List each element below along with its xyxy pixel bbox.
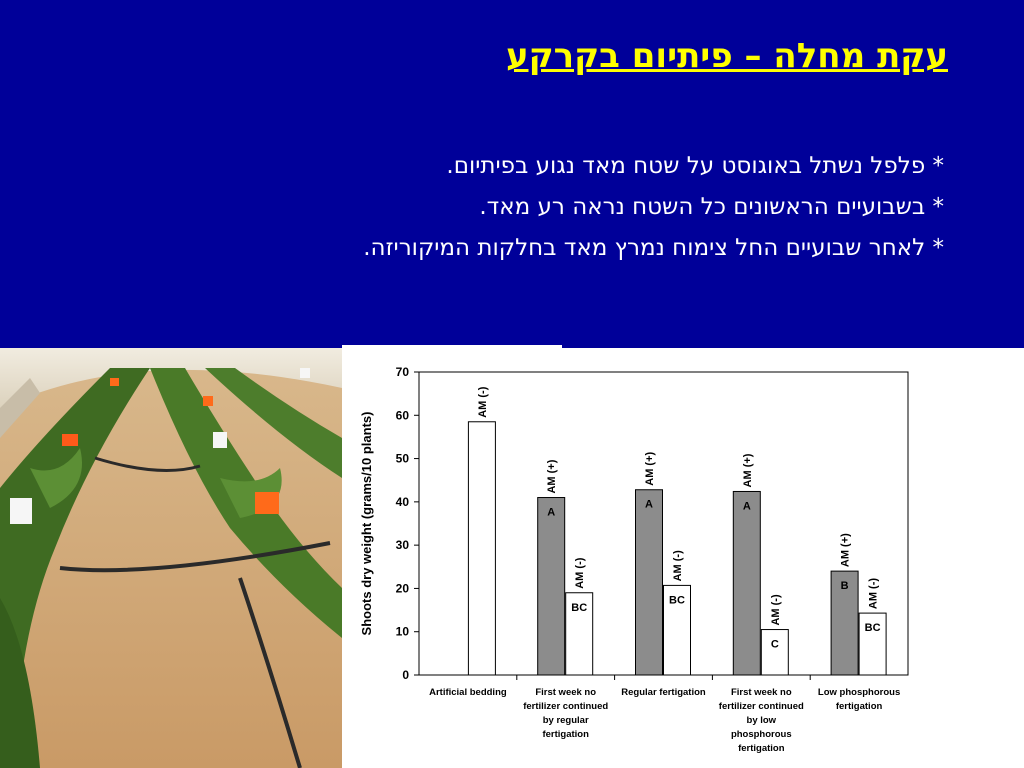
bullet-list	[363, 146, 944, 269]
y-tick-label: 10	[395, 624, 409, 639]
bullet-item: * פלפל נשתל באוגוסט על שטח מאד נגוע בפיתיום.	[446, 153, 944, 179]
y-tick-label: 30	[395, 538, 409, 553]
x-category-label: fertigation	[738, 743, 785, 754]
x-category-label: phosphorous	[730, 729, 792, 740]
bar-series-label: AM (-)	[574, 557, 587, 589]
bar-series-label: AM (+)	[546, 459, 559, 494]
bar-series-label: AM (+)	[839, 533, 852, 568]
shoot-weight-bar-chart	[342, 348, 1024, 768]
bar-series-label: AM (-)	[769, 594, 782, 626]
x-category-label: by regular	[542, 715, 589, 726]
bar-significance-letter: A	[547, 506, 556, 519]
bar-significance-letter: C	[770, 638, 779, 651]
bar-series-label: AM (-)	[672, 550, 684, 582]
x-category-label: Regular fertigation	[621, 687, 706, 698]
bar-significance-letter: A	[742, 500, 751, 513]
y-tick-label: 50	[395, 451, 409, 466]
x-category-label: Artificial bedding	[429, 687, 507, 698]
bar-significance-letter: B	[840, 580, 849, 593]
bar-series-label: AM (+)	[644, 451, 656, 486]
x-category-label: fertigation	[542, 729, 589, 740]
bar	[733, 491, 760, 675]
x-category-label: by low	[746, 715, 777, 726]
bar-significance-letter: BC	[864, 622, 881, 635]
bar	[636, 490, 663, 675]
bar-series-label: AM (-)	[867, 577, 880, 610]
y-tick-label: 40	[395, 494, 409, 509]
y-tick-label: 20	[395, 581, 409, 596]
bar	[761, 630, 788, 675]
slide-header-panel	[0, 0, 1024, 348]
x-category-label: fertilizer continued	[718, 701, 804, 712]
slide-title: עקת מחלה – פיתיום בקרקע	[505, 36, 948, 76]
bar	[538, 498, 565, 675]
bar-series-label: AM (-)	[476, 386, 489, 418]
bar-significance-letter: BC	[669, 594, 685, 607]
y-tick-label: 60	[395, 408, 409, 423]
bar-series-label: AM (+)	[741, 453, 754, 488]
x-category-label: fertigation	[835, 701, 883, 712]
bar-significance-letter: BC	[571, 601, 588, 614]
y-axis-label: Shoots dry weight (grams/10 plants)	[359, 411, 374, 636]
bullet-item: * לאחר שבועיים החל צימוח נמרץ מאד בחלקות המיקוריזה.	[363, 235, 944, 261]
y-tick-label: 0	[402, 668, 409, 682]
bar-significance-letter: A	[645, 498, 653, 511]
greenhouse-pepper-photo	[0, 348, 342, 768]
bar	[468, 422, 495, 675]
x-category-label: fertilizer continued	[523, 701, 609, 712]
x-category-label: First week no	[535, 687, 597, 698]
x-category-label: First week no	[730, 687, 792, 698]
x-category-label: Low phosphorous	[817, 687, 901, 698]
bullet-item: * בשבועיים הראשונים כל השטח נראה רע מאד.	[479, 194, 944, 220]
y-tick-label: 70	[395, 365, 409, 379]
